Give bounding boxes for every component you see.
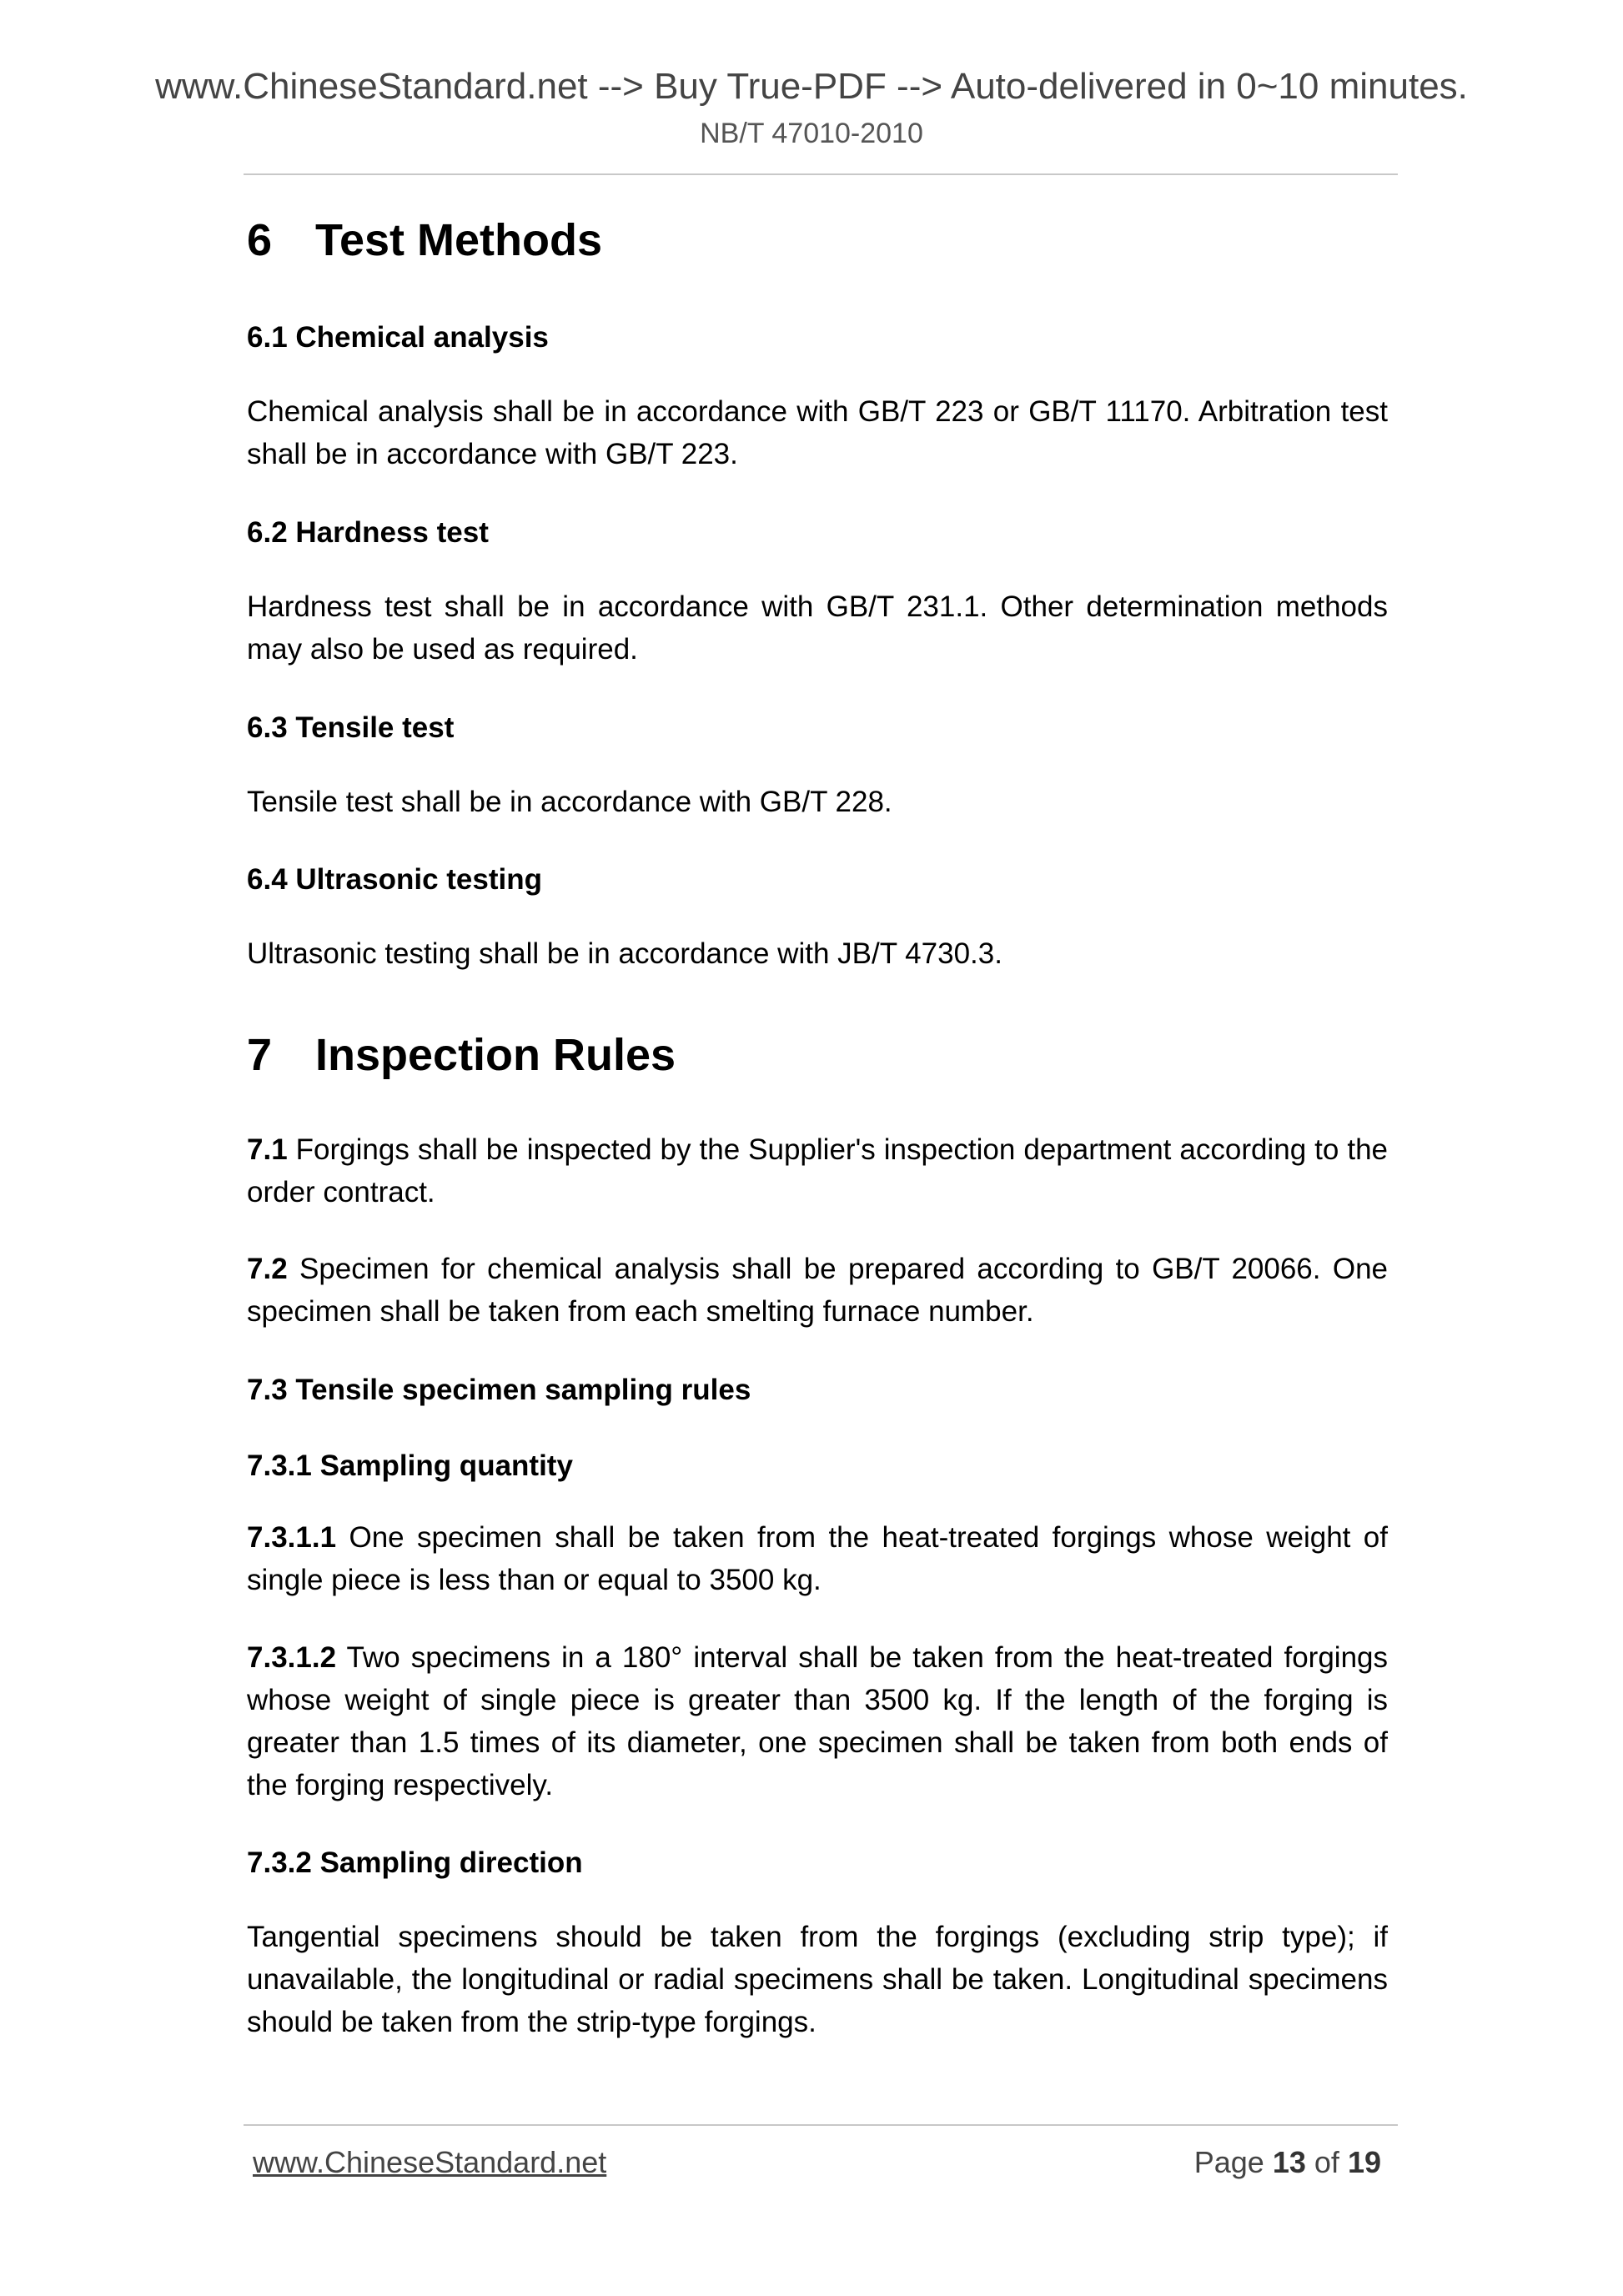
section-6-title: Test Methods [315,215,603,265]
page-current: 13 [1272,2145,1306,2179]
paragraph-7-3-2: Tangential specimens should be taken from the forgings (excluding strip type); if unavailable, the longitudinal or radial specimens shall be taken. Longitudinal specimens should be taken from the strip-type forgings. [247,1921,1388,2038]
page-label: Page [1193,2145,1264,2179]
heading-6-2: 6.2 Hardness test [247,516,489,549]
header-banner: www.ChineseStandard.net --> Buy True-PDF --> Auto-delivered in 0~10 minutes. [155,66,1468,107]
paragraph-6-4: Ultrasonic testing shall be in accordance with JB/T 4730.3. [247,937,1002,970]
section-7-number: 7 [247,1030,273,1080]
clause-number: 7.1 [247,1133,288,1166]
page-of-label: of [1314,2145,1339,2179]
clause-number: 7.3.1.1 [247,1521,337,1554]
footer-website-link[interactable]: www.ChineseStandard.net [253,2145,607,2179]
section-6-number: 6 [247,215,273,265]
section-7-heading [247,1028,676,1082]
paragraph-7-1 [247,1128,1388,1213]
heading-7-3: 7.3 Tensile specimen sampling rules [247,1374,751,1406]
footer-divider [244,2124,1398,2126]
paragraph-7-2 [247,1248,1388,1333]
clause-text: One specimen shall be taken from the heat-treated forgings whose weight of single piece is less than or equal to 3500 kg. [247,1521,1388,1596]
page-total: 19 [1347,2145,1381,2179]
heading-7-3-1: 7.3.1 Sampling quantity [247,1449,573,1482]
heading-6-4: 6.4 Ultrasonic testing [247,863,542,896]
paragraph-6-3: Tensile test shall be in accordance with GB/T 228. [247,786,892,818]
section-6-heading [247,214,602,267]
paragraph-6-1: Chemical analysis shall be in accordance with GB/T 223 or GB/T 11170. Arbitration test shall be in accordance with GB/T 223. [247,395,1388,470]
page-indicator [1194,2144,1381,2181]
paragraph-6-2: Hardness test shall be in accordance with GB/T 231.1. Other determination methods may also be used as required. [247,590,1388,666]
clause-text: Specimen for chemical analysis shall be prepared according to GB/T 20066. One specimen shall be taken from each smelting furnace number. [247,1253,1388,1328]
heading-6-3: 6.3 Tensile test [247,711,455,744]
clause-number: 7.2 [247,1253,288,1285]
clause-number: 7.3.1.2 [247,1641,337,1674]
section-7-title: Inspection Rules [315,1030,676,1080]
heading-6-1: 6.1 Chemical analysis [247,321,549,354]
clause-text: Two specimens in a 180° interval shall be taken from the heat-treated forgings whose weight of single piece is greater than 3500 kg. If the length of the forging is greater than 1.5 times of its diameter, one specimen shall be taken from both ends of the forging respectively. [247,1641,1388,1801]
paragraph-7-3-1-2 [247,1636,1388,1806]
heading-7-3-2: 7.3.2 Sampling direction [247,1846,583,1879]
paragraph-7-3-1-1 [247,1516,1388,1601]
header-divider [244,173,1398,175]
document-code: NB/T 47010-2010 [700,118,923,149]
clause-text: Forgings shall be inspected by the Supplier's inspection department according to the order contract. [247,1133,1388,1208]
